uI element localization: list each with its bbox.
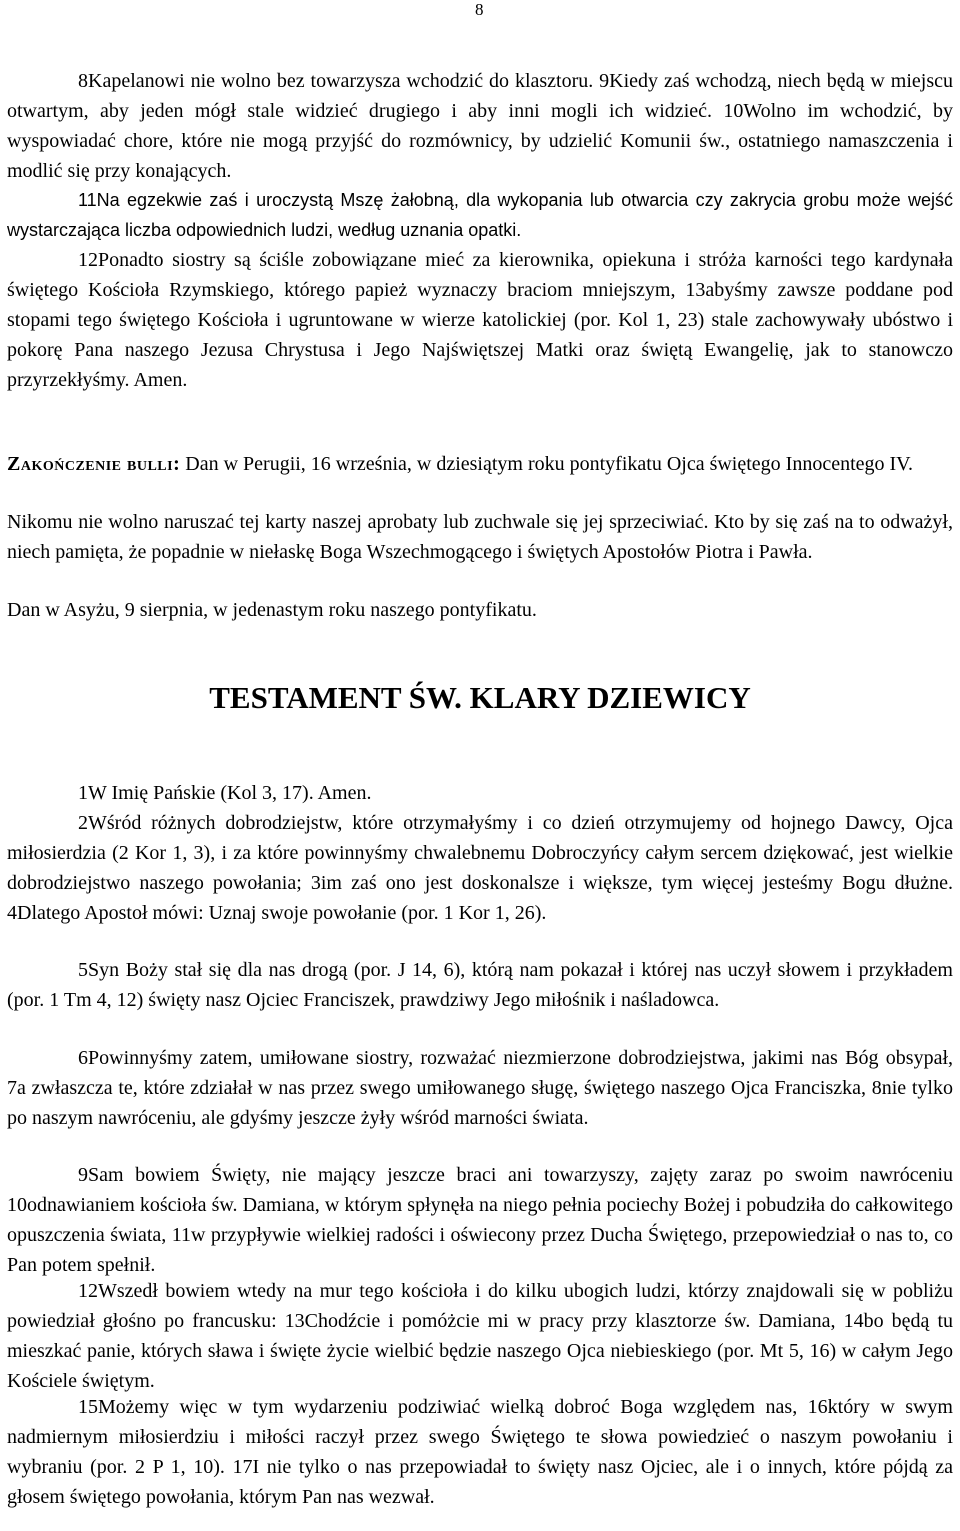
testament-verse-5: 5Syn Boży stał się dla nas drogą (por. J 14, 6), którą nam pokazał i której nas uczył słowem i przykładem (por. 1 Tm 4, 12) święty nasz Ojciec Franciszek, prawdziwy Jego miłośnik i naśladowca. xyxy=(7,959,953,1011)
paragraph-dan-asyz: Dan w Asyżu, 9 sierpnia, w jedenastym roku naszego pontyfikatu. xyxy=(7,599,537,621)
testament-verses-12-14: 12Wszedł bowiem wtedy na mur tego kościoła i do kilku ubogich ludzi, którzy znajdowali się w pobliżu powiedział głośno po francusku: 13Chodźcie i pomóżcie mi w pracy przy klasztorze św. Damiana, 14bo będą tu mieszkać panie, których sława i święte życie wielbić będzie naszego Ojca niebieskiego (por. Mt 5, 16) w całym Jego Kościele świętym. xyxy=(7,1280,953,1392)
bull-conclusion-text: Dan w Perugii, 16 września, w dziesiątym roku pontyfikatu Ojca świętego Innocentego IV. xyxy=(180,453,914,475)
section-title: TESTAMENT ŚW. KLARY DZIEWICY xyxy=(209,680,751,715)
paragraph-nikomu: Nikomu nie wolno naruszać tej karty naszej aprobaty lub zuchwale się jej sprzeciwiać. Kto by się zaś na to odważył, niech pamięta, że popadnie w niełaskę Boga Wszechmogącego i świętych Apostołów Piotra i Pawła. xyxy=(7,511,953,563)
paragraph-12-13: 12Ponadto siostry są ściśle zobowiązane mieć za kierownika, opiekuna i stróża karności tego kardynała świętego Kościoła Rzymskiego, którego papież wyznaczy braciom mniejszym, 13abyśmy zawsze poddane pod stopami tego świętego Kościoła i ugruntowane w wierze katolickiej (por. Kol 1, 23) stale zachowywały ubóstwo i pokorę Pana naszego Jezusa Chrystusa i Jego Najświętszej Matki oraz świętą Ewangelię, jak to stanowczo przyrzekłyśmy. Amen. xyxy=(7,249,953,391)
paragraph-11: 11Na egzekwie zaś i uroczystą Mszę żałobną, dla wykopania lub otwarcia czy zakrycia grobu może wejść wystarczająca liczba odpowiednich ludzi, według uznania opatki. xyxy=(7,190,953,240)
testament-verses-6-8: 6Powinnyśmy zatem, umiłowane siostry, rozważać niezmierzone dobrodziejstwa, jakimi nas Bóg obsypał, 7a zwłaszcza te, które zdziałał w nas przez swego umiłowanego sługę, świętego naszego Ojca Franciszka, 8nie tylko po naszym nawróceniu, ale gdyśmy jeszcze żyły wśród marności świata. xyxy=(7,1047,953,1129)
testament-verse-1: 1W Imię Pańskie (Kol 3, 17). Amen. xyxy=(78,782,372,804)
testament-verses-2-4: 2Wśród różnych dobrodziejstw, które otrzymałyśmy i co dzień otrzymujemy od hojnego Dawcy, Ojca miłosierdzia (2 Kor 1, 3), i za które powinnyśmy chwalebnemu Dobroczyńcy całym sercem dziękować, jest wielkie dobrodziejstwo naszego powołania; 3im zaś ono jest doskonalsze i większe, tym więcej jesteśmy Bogu dłużne. 4Dlatego Apostoł mówi: Uznaj swoje powołanie (por. 1 Kor 1, 26). xyxy=(7,812,953,924)
testament-verses-9-11: 9Sam bowiem Święty, nie mający jeszcze braci ani towarzyszy, zajęty zaraz po swoim nawróceniu 10odnawianiem kościoła św. Damiana, w którym spłynęła na niego pełnia pociechy Bożej i pobudziła do całkowitego opuszczenia świata, 11w przypływie wielkiej radości i oświecony przez Ducha Świętego, przepowiedział o nas to, co Pan potem spełnił. xyxy=(7,1164,953,1276)
paragraph-8-10: 8Kapelanowi nie wolno bez towarzysza wchodzić do klasztoru. 9Kiedy zaś wchodzą, niech będą w miejscu otwartym, aby jeden mógł stale widzieć drugiego i aby inni mogli ich widzieć. 10Wolno im wchodzić, by wyspowiadać chore, które nie mogą przyjść do rozmównicy, by udzielić Komunii św., ostatniego namaszczenia i modlić się przy konających. xyxy=(7,70,953,182)
bull-conclusion-label: Zakończenie bulli: xyxy=(7,453,181,475)
testament-verses-15-17: 15Możemy więc w tym wydarzeniu podziwiać wielką dobroć Boga względem nas, 16który w swym nadmiernym miłosierdziu i miłości raczył przez swego Świętego te słowa powiedzieć o naszym powołaniu i wybraniu (por. 2 P 1, 10). 17I nie tylko o nas przepowiadał to święty nasz Ojciec, ale i o innych, które pójdą za głosem świętego powołania, którym Pan nas wezwał. xyxy=(7,1396,953,1508)
page-number: 8 xyxy=(475,0,484,19)
bull-conclusion xyxy=(7,449,953,479)
